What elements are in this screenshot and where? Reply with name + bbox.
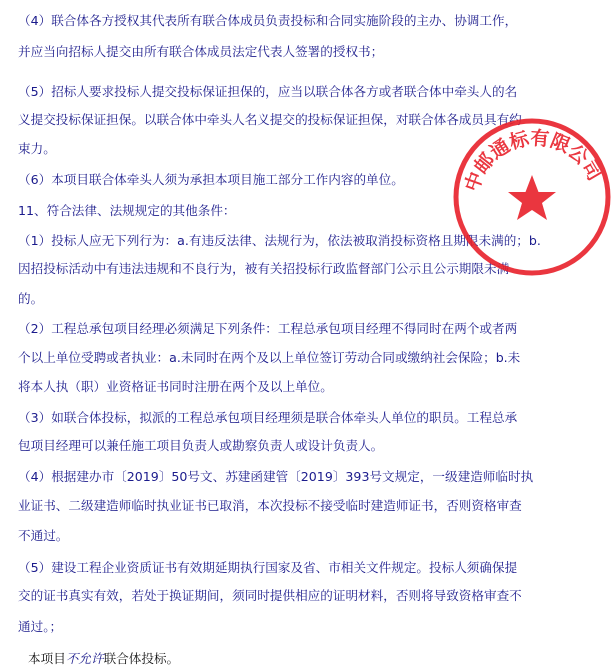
clause-4-line-1: （4）联合体各方授权其代表所有联合体成员负责投标和合同实施阶段的主办、协调工作，: [18, 13, 518, 28]
condition-2-line-1: （2）工程总承包项目经理必须满足下列条件：工程总承包项目经理不得同时在两个或者两: [18, 321, 518, 336]
final-statement: [28, 651, 179, 667]
clause-5-line-3: 束力。: [18, 141, 56, 156]
condition-1-line-2: 因招投标活动中有违法违规和不良行为，被有关招投标行政监督部门公示且公示期限未满: [18, 261, 510, 276]
condition-2-line-3: 将本人执（职）业资格证书同时注册在两个及以上单位。: [18, 379, 333, 394]
clause-4-line-2: 并应当向招标人提交由所有联合体成员法定代表人签署的授权书；: [18, 44, 384, 59]
clause-5-line-1: （5）招标人要求投标人提交投标保证担保的，应当以联合体各方或者联合体中牵头人的名: [18, 84, 518, 99]
condition-5-line-3: 通过。；: [18, 619, 63, 634]
final-emphasis: 不允许: [65, 651, 104, 666]
condition-3-line-1: （3）如联合体投标，拟派的工程总承包项目经理须是联合体牵头人单位的职员。工程总承: [18, 410, 518, 425]
final-suffix: 联合体投标。: [103, 651, 180, 666]
seal-text: 中邮通标有限公司: [460, 127, 606, 195]
condition-5-line-1: （5）建设工程企业资质证书有效期延期执行国家及省、市相关文件规定。投标人须确保提: [18, 560, 518, 575]
clause-5-line-2: 义提交投标保证担保。以联合体中牵头人名义提交的投标保证担保，对联合体各成员具有约: [18, 112, 522, 127]
final-prefix: 本项目: [28, 651, 66, 666]
condition-4-line-3: 不通过。: [18, 528, 69, 543]
section-11-title: 11、符合法律、法规规定的其他条件：: [18, 203, 236, 218]
condition-4-line-1: （4）根据建办市〔2019〕50号文、苏建函建管〔2019〕393号文规定，一级建造师临时执: [18, 469, 534, 484]
clause-6-line-1: （6）本项目联合体牵头人须为承担本项目施工部分工作内容的单位。: [18, 172, 404, 187]
condition-3-line-2: 包项目经理可以兼任施工项目负责人或勘察负责人或设计负责人。: [18, 438, 384, 453]
condition-4-line-2: 业证书、二级建造师临时执业证书已取消，本次投标不接受临时建造师证书，否则资格审查: [18, 498, 522, 513]
condition-5-line-2: 交的证书真实有效，若处于换证期间，须同时提供相应的证明材料，否则将导致资格审查不: [18, 588, 522, 603]
seal-graphic: [447, 112, 616, 282]
condition-1-line-3: 的。: [18, 291, 44, 306]
seal-star-icon: [508, 175, 556, 220]
condition-1-line-1: （1）投标人应无下列行为：a.有违反法律、法规行为，依法被取消投标资格且期限未满的；b.: [18, 233, 541, 248]
company-seal: [447, 112, 616, 282]
condition-2-line-2: 个以上单位受聘或者执业：a.未同时在两个及以上单位签订劳动合同或缴纳社会保险；b.未: [18, 350, 521, 365]
